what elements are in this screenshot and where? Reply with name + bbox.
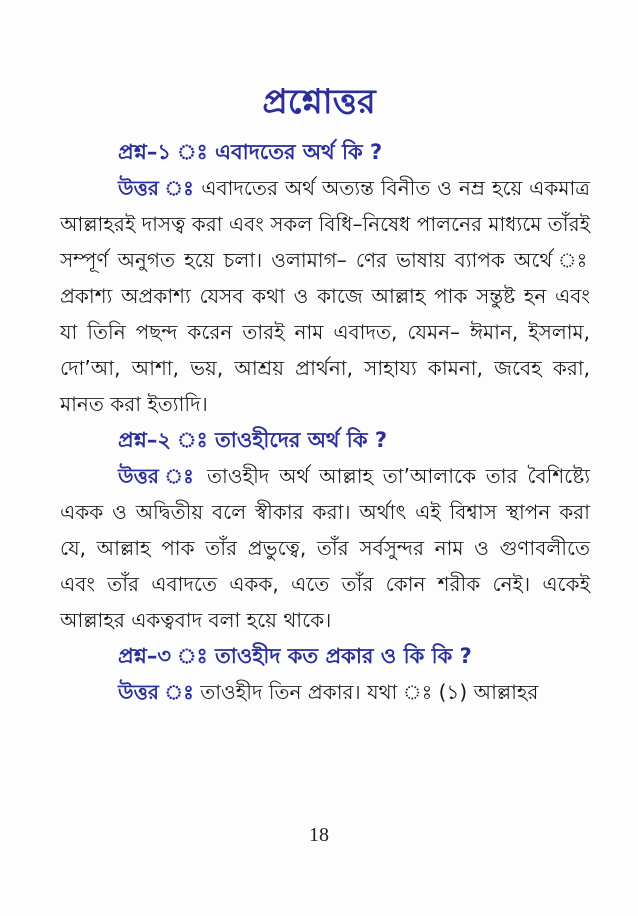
qa-section-3: [60, 638, 590, 710]
answer-text: তাওহীদ অর্থ আল্লাহ তা’আলাকে তার বৈশিষ্ট্যে একক ও অদ্বিতীয় বলে স্বীকার করা। অর্থাৎ এই বিশ্বাস স্থাপন করা যে, আল্লাহ পাক তাঁর প্রভুত্বে, তাঁর সর্বসুন্দর নাম ও গুণাবলীতে এবং তাঁর এবাদতে একক, এতে তাঁর কোন শরীক নেই। একেই আল্লাহর একত্ববাদ বলা হয়ে থাকে।: [60, 464, 590, 632]
qa-section-1: [60, 134, 590, 422]
question-heading: প্রশ্ন–২ ঃ তাওহীদের অর্থ কি ?: [118, 428, 387, 452]
page-number: 18: [309, 824, 329, 846]
answer-paragraph: [60, 458, 590, 638]
qa-section-2: [60, 422, 590, 638]
answer-paragraph: [60, 170, 590, 422]
answer-label: উত্তর ঃ: [118, 464, 198, 488]
question-heading: প্রশ্ন–৩ ঃ তাওহীদ কত প্রকার ও কি কি ?: [118, 644, 472, 668]
page-title: প্রশ্নোত্তর: [262, 82, 376, 122]
answer-text: এবাদতের অর্থ অত্যন্ত বিনীত ও নম্র হয়ে একমাত্র আল্লাহরই দাসত্ব করা এবং সকল বিধি–নিষেধ পালনের মাধ্যমে তাঁরই সম্পূর্ণ অনুগত হয়ে চলা। ওলামাগ– ণের ভাষায় ব্যাপক অর্থে ঃ প্রকাশ্য অপ্রকাশ্য যেসব কথা ও কাজে আল্লাহ পাক সন্তুষ্ট হন এবং যা তিনি পছন্দ করেন তারই নাম এবাদত, যেমন– ঈমান, ইসলাম, দো’আ, আশা, ভয়, আশ্রয় প্রার্থনা, সাহায্য কামনা, জবেহ করা, মানত করা ইত্যাদি।: [60, 176, 590, 416]
answer-label: উত্তর ঃ: [118, 176, 195, 200]
question-heading: প্রশ্ন–১ ঃ এবাদতের অর্থ কি ?: [118, 140, 383, 164]
qa-content: [60, 134, 590, 710]
answer-paragraph: [60, 674, 590, 710]
answer-label: উত্তর ঃ: [118, 680, 194, 704]
answer-text: তাওহীদ তিন প্রকার। যথা ঃ (১) আল্লাহর: [200, 680, 539, 704]
